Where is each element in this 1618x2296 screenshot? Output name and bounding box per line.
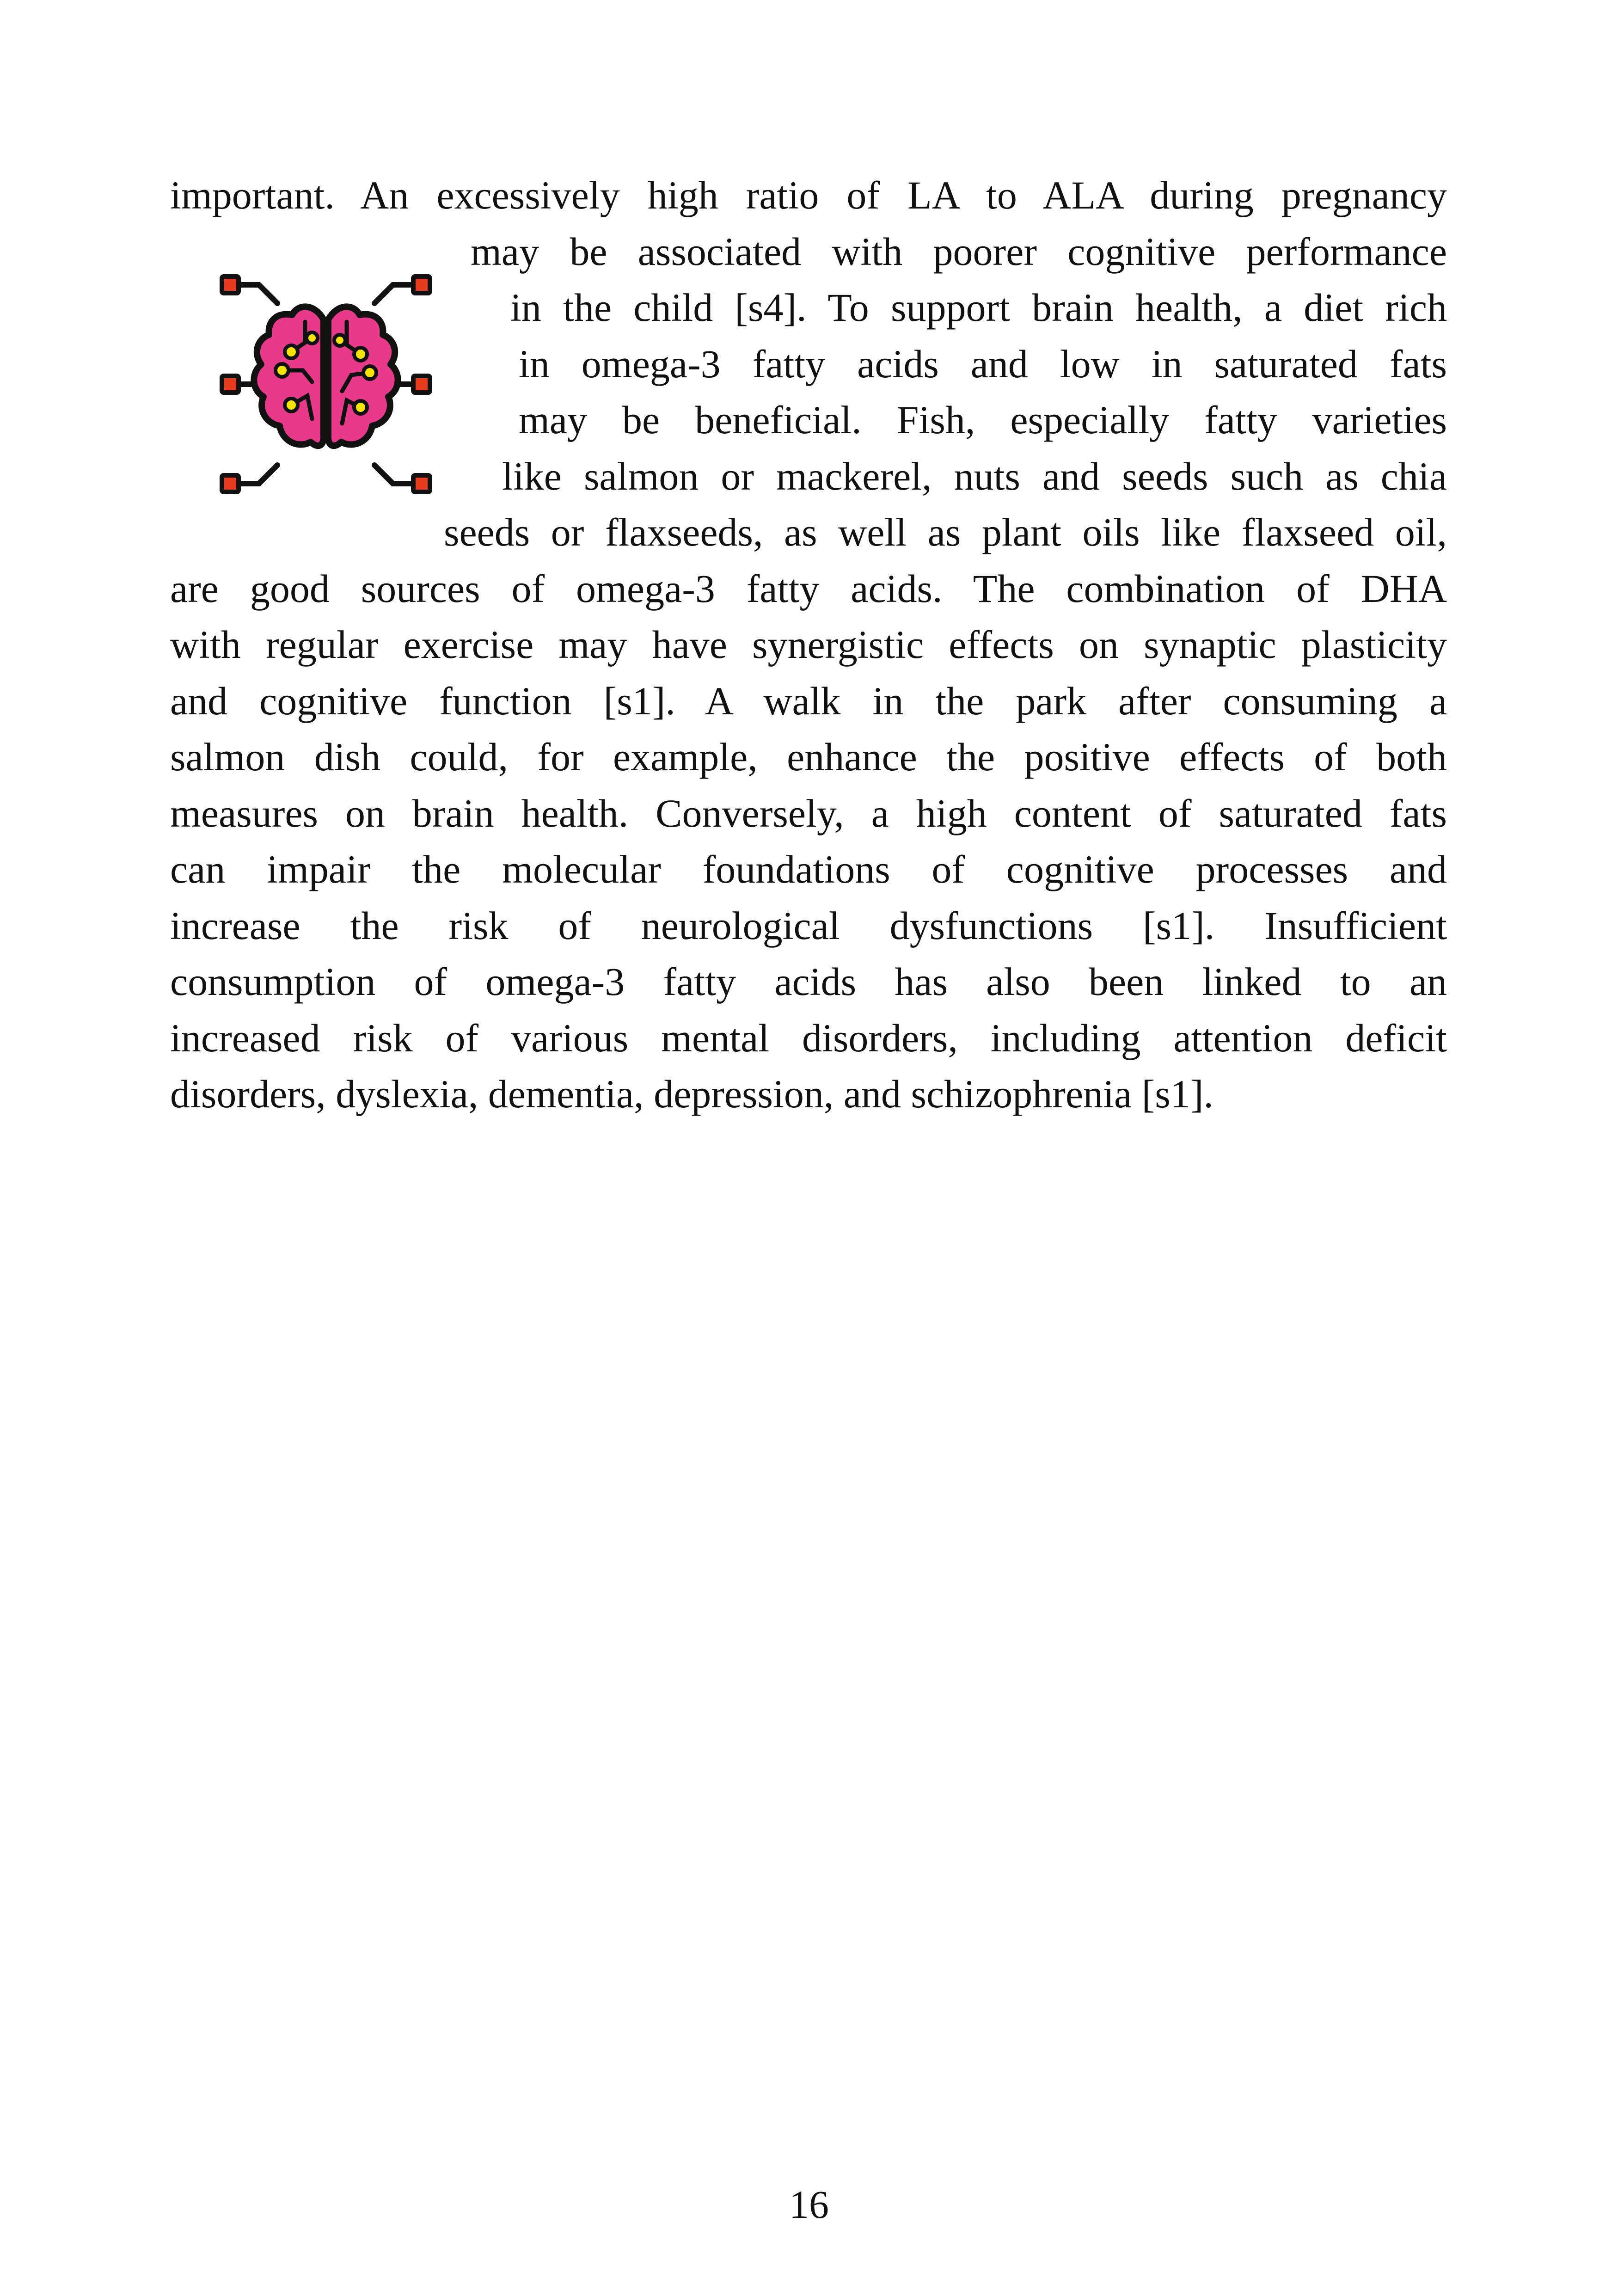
text-line: measures on brain health. Conversely, a high content of saturated fats xyxy=(170,791,1447,835)
text-line: may be beneficial. Fish, especially fatty varieties xyxy=(519,398,1447,442)
brain-circuit-icon xyxy=(213,271,439,497)
text-line: in the child [s4]. To support brain health, a diet rich xyxy=(510,285,1447,330)
text-line: seeds or flaxseeds, as well as plant oils like flaxseed oil, xyxy=(444,510,1447,554)
page-number: 16 xyxy=(789,2182,829,2227)
text-line: consumption of omega-3 fatty acids has also been linked to an xyxy=(170,959,1447,1004)
text-line: disorders, dyslexia, dementia, depression, and schizophrenia [s1]. xyxy=(170,1072,1214,1116)
text-line: increased risk of various mental disorders, including attention deficit xyxy=(170,1015,1447,1060)
text-line: important. An excessively high ratio of LA to ALA during pregnancy xyxy=(170,173,1447,217)
text-line: in omega-3 fatty acids and low in saturated fats xyxy=(519,341,1447,386)
text-line: and cognitive function [s1]. A walk in the park after consuming a xyxy=(170,678,1447,723)
text-line: may be associated with poorer cognitive performance xyxy=(471,229,1447,274)
text-line: with regular exercise may have synergistic effects on synaptic plasticity xyxy=(170,622,1447,667)
text-line: increase the risk of neurological dysfunctions [s1]. Insufficient xyxy=(170,903,1447,948)
text-line: can impair the molecular foundations of cognitive processes and xyxy=(170,847,1447,891)
text-line: like salmon or mackerel, nuts and seeds such as chia xyxy=(502,454,1447,498)
text-line: are good sources of omega-3 fatty acids. The combination of DHA xyxy=(170,566,1447,611)
text-line: salmon dish could, for example, enhance the positive effects of both xyxy=(170,735,1447,779)
